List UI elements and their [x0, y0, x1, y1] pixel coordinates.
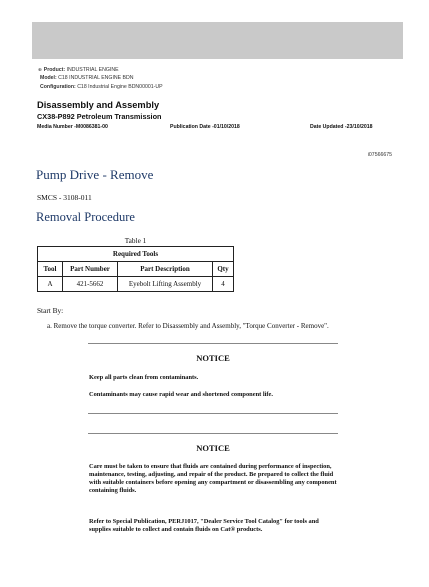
product-row — [38, 66, 163, 74]
model-row — [38, 74, 163, 82]
configuration-row — [38, 83, 163, 91]
document-subject: CX38-P892 Petroleum Transmission — [37, 112, 162, 121]
table-header-row — [38, 262, 234, 277]
cell-part-number: 421-5662 — [63, 277, 118, 292]
cell-part-description: Eyebolt Lifting Assembly — [118, 277, 213, 292]
start-by-label: Start By: — [37, 306, 64, 315]
table-caption: Table 1 — [124, 236, 147, 245]
step-a: a. Remove the torque converter. Refer to Disassembly and Assembly, "Torque Converter - Remove". — [47, 322, 329, 330]
section-title: Removal Procedure — [36, 210, 135, 224]
expand-icon[interactable]: ⊕ — [38, 67, 42, 72]
publication-date: Publication Date -01/10/2018 — [170, 124, 240, 130]
column-header-tool: Tool — [38, 262, 63, 277]
notice-title: NOTICE — [196, 443, 230, 453]
product-info — [38, 66, 163, 91]
table-group-header-row — [38, 247, 234, 262]
cell-qty: 4 — [213, 277, 234, 292]
column-header-qty: Qty — [213, 262, 234, 277]
notice-paragraph: Care must be taken to ensure that fluids are contained during performance of inspection, maintenance, testing, adjusting, and repair of the product. Be prepared to collect the fluid with suitable containers before opening any compartment or disassembling any component containing fluids. — [89, 463, 337, 494]
header-banner — [32, 22, 403, 59]
notice-paragraph: Keep all parts clean from contaminants. — [89, 374, 199, 381]
column-header-part-description: Part Description — [118, 262, 213, 277]
document-type: Disassembly and Assembly — [37, 100, 160, 110]
product-value: INDUSTRIAL ENGINE — [66, 67, 119, 73]
product-label: Product: — [43, 67, 66, 73]
notice-divider — [88, 433, 338, 434]
model-label: Model: — [40, 75, 57, 82]
table-group-header: Required Tools — [38, 247, 234, 262]
required-tools-table — [37, 246, 234, 292]
media-number: Media Number -M0086381-00 — [37, 124, 108, 130]
model-value: C18 INDUSTRIAL ENGINE BDN — [58, 75, 134, 82]
configuration-value: C18 Industrial Engine BDN00001-UP — [77, 83, 163, 90]
notice-title: NOTICE — [196, 353, 230, 363]
table-row — [38, 277, 234, 292]
configuration-label: Configuration: — [40, 83, 76, 90]
notice-divider — [88, 413, 338, 414]
page-title: Pump Drive - Remove — [36, 167, 154, 182]
column-header-part-number: Part Number — [63, 262, 118, 277]
cell-tool: A — [38, 277, 63, 292]
smcs-code: SMCS - 3108-011 — [37, 193, 92, 202]
document-id: i07566675 — [367, 152, 392, 158]
notice-paragraph: Contaminants may cause rapid wear and shortened component life. — [89, 391, 273, 398]
notice-paragraph: Refer to Special Publication, PERJ1017, "Dealer Service Tool Catalog" for tools and supplies suitable to collect and contain fluids on Cat® products. — [89, 518, 319, 533]
date-updated: Date Updated -23/10/2018 — [310, 124, 373, 130]
notice-divider — [88, 343, 338, 344]
